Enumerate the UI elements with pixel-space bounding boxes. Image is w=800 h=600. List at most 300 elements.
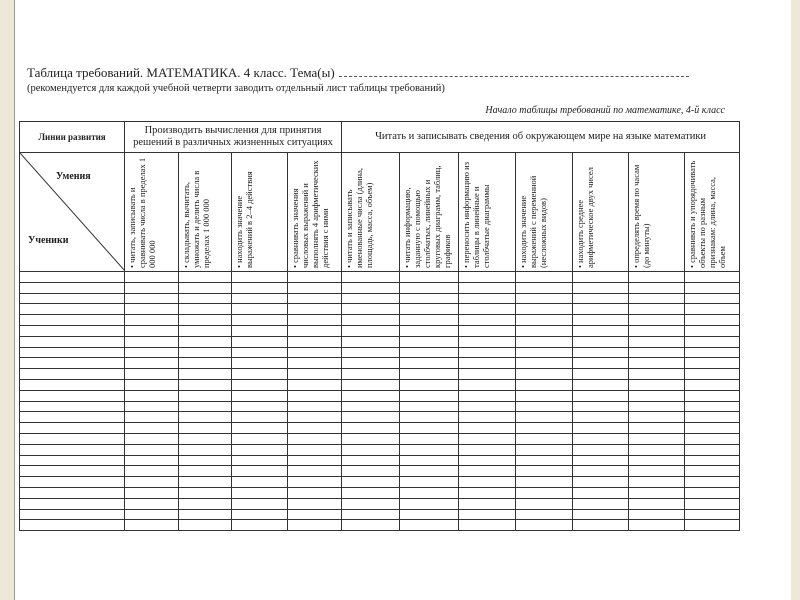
grade-cell[interactable] <box>179 369 232 380</box>
grade-cell[interactable] <box>342 282 400 293</box>
grade-cell[interactable] <box>459 433 516 444</box>
grade-cell[interactable] <box>685 455 740 466</box>
grade-cell[interactable] <box>400 347 459 358</box>
grade-cell[interactable] <box>629 520 685 531</box>
student-row <box>20 358 740 369</box>
grade-cell[interactable] <box>400 487 459 498</box>
student-row <box>20 390 740 401</box>
document-title <box>27 65 689 81</box>
grade-cell[interactable] <box>179 401 232 412</box>
grade-cell[interactable] <box>573 477 629 488</box>
grade-cell[interactable] <box>629 347 685 358</box>
grade-cell[interactable] <box>573 455 629 466</box>
grade-cell[interactable] <box>179 466 232 477</box>
grade-cell[interactable] <box>232 272 288 283</box>
grade-cell[interactable] <box>573 293 629 304</box>
grade-cell[interactable] <box>342 358 400 369</box>
grade-cell[interactable] <box>125 315 179 326</box>
grade-cell[interactable] <box>179 390 232 401</box>
grade-cell[interactable] <box>685 293 740 304</box>
grade-cell[interactable] <box>573 466 629 477</box>
student-name-cell[interactable] <box>20 477 125 488</box>
grade-cell[interactable] <box>179 272 232 283</box>
grade-cell[interactable] <box>685 304 740 315</box>
grade-cell[interactable] <box>179 315 232 326</box>
student-name-cell[interactable] <box>20 444 125 455</box>
grade-cell[interactable] <box>459 509 516 520</box>
grade-cell[interactable] <box>232 336 288 347</box>
grade-cell[interactable] <box>232 477 288 488</box>
grade-cell[interactable] <box>459 390 516 401</box>
grade-cell[interactable] <box>342 412 400 423</box>
grade-cell[interactable] <box>629 423 685 434</box>
grade-cell[interactable] <box>516 272 573 283</box>
grade-cell[interactable] <box>179 336 232 347</box>
grade-cell[interactable] <box>342 315 400 326</box>
grade-cell[interactable] <box>516 336 573 347</box>
grade-cell[interactable] <box>573 315 629 326</box>
grade-cell[interactable] <box>573 433 629 444</box>
grade-cell[interactable] <box>573 498 629 509</box>
grade-cell[interactable] <box>125 347 179 358</box>
grade-cell[interactable] <box>232 304 288 315</box>
grade-cell[interactable] <box>400 444 459 455</box>
grade-cell[interactable] <box>685 272 740 283</box>
grade-cell[interactable] <box>288 412 342 423</box>
grade-cell[interactable] <box>459 487 516 498</box>
grade-cell[interactable] <box>232 498 288 509</box>
grade-cell[interactable] <box>288 358 342 369</box>
grade-cell[interactable] <box>232 412 288 423</box>
grade-cell[interactable] <box>573 325 629 336</box>
grade-cell[interactable] <box>459 520 516 531</box>
grade-cell[interactable] <box>232 390 288 401</box>
grade-cell[interactable] <box>400 466 459 477</box>
student-name-cell[interactable] <box>20 401 125 412</box>
grade-cell[interactable] <box>685 369 740 380</box>
grade-cell[interactable] <box>125 293 179 304</box>
grade-cell[interactable] <box>179 433 232 444</box>
grade-cell[interactable] <box>288 379 342 390</box>
grade-cell[interactable] <box>125 433 179 444</box>
grade-cell[interactable] <box>179 282 232 293</box>
grade-cell[interactable] <box>459 477 516 488</box>
grade-cell[interactable] <box>342 369 400 380</box>
grade-cell[interactable] <box>459 315 516 326</box>
student-name-cell[interactable] <box>20 423 125 434</box>
grade-cell[interactable] <box>288 293 342 304</box>
grade-cell[interactable] <box>516 304 573 315</box>
student-name-cell[interactable] <box>20 498 125 509</box>
grade-cell[interactable] <box>516 444 573 455</box>
grade-cell[interactable] <box>459 401 516 412</box>
grade-cell[interactable] <box>685 498 740 509</box>
grade-cell[interactable] <box>685 520 740 531</box>
grade-cell[interactable] <box>232 293 288 304</box>
grade-cell[interactable] <box>342 347 400 358</box>
grade-cell[interactable] <box>232 433 288 444</box>
grade-cell[interactable] <box>685 358 740 369</box>
grade-cell[interactable] <box>400 520 459 531</box>
grade-cell[interactable] <box>516 315 573 326</box>
grade-cell[interactable] <box>573 282 629 293</box>
grade-cell[interactable] <box>516 325 573 336</box>
grade-cell[interactable] <box>573 369 629 380</box>
grade-cell[interactable] <box>400 401 459 412</box>
grade-cell[interactable] <box>342 477 400 488</box>
grade-cell[interactable] <box>400 477 459 488</box>
grade-cell[interactable] <box>459 455 516 466</box>
grade-cell[interactable] <box>400 423 459 434</box>
student-name-cell[interactable] <box>20 358 125 369</box>
student-name-cell[interactable] <box>20 347 125 358</box>
grade-cell[interactable] <box>459 379 516 390</box>
grade-cell[interactable] <box>516 293 573 304</box>
grade-cell[interactable] <box>400 358 459 369</box>
grade-cell[interactable] <box>288 304 342 315</box>
grade-cell[interactable] <box>573 304 629 315</box>
grade-cell[interactable] <box>629 401 685 412</box>
grade-cell[interactable] <box>125 423 179 434</box>
student-name-cell[interactable] <box>20 293 125 304</box>
grade-cell[interactable] <box>288 390 342 401</box>
grade-cell[interactable] <box>288 369 342 380</box>
grade-cell[interactable] <box>629 358 685 369</box>
grade-cell[interactable] <box>629 325 685 336</box>
grade-cell[interactable] <box>516 509 573 520</box>
grade-cell[interactable] <box>125 520 179 531</box>
grade-cell[interactable] <box>459 282 516 293</box>
grade-cell[interactable] <box>342 423 400 434</box>
student-name-cell[interactable] <box>20 336 125 347</box>
grade-cell[interactable] <box>400 369 459 380</box>
grade-cell[interactable] <box>179 379 232 390</box>
grade-cell[interactable] <box>232 379 288 390</box>
grade-cell[interactable] <box>125 304 179 315</box>
grade-cell[interactable] <box>179 412 232 423</box>
student-name-cell[interactable] <box>20 509 125 520</box>
grade-cell[interactable] <box>232 487 288 498</box>
grade-cell[interactable] <box>125 325 179 336</box>
student-row <box>20 325 740 336</box>
grade-cell[interactable] <box>288 282 342 293</box>
grade-cell[interactable] <box>342 401 400 412</box>
grade-cell[interactable] <box>400 412 459 423</box>
grade-cell[interactable] <box>573 444 629 455</box>
grade-cell[interactable] <box>573 347 629 358</box>
grade-cell[interactable] <box>400 272 459 283</box>
diagonal-header-cell <box>20 153 125 272</box>
grade-cell[interactable] <box>179 520 232 531</box>
grade-cell[interactable] <box>125 466 179 477</box>
student-name-cell[interactable] <box>20 325 125 336</box>
grade-cell[interactable] <box>629 412 685 423</box>
grade-cell[interactable] <box>288 520 342 531</box>
grade-cell[interactable] <box>685 325 740 336</box>
grade-cell[interactable] <box>179 304 232 315</box>
grade-cell[interactable] <box>179 509 232 520</box>
grade-cell[interactable] <box>459 304 516 315</box>
grade-cell[interactable] <box>629 315 685 326</box>
grade-cell[interactable] <box>573 358 629 369</box>
grade-cell[interactable] <box>342 466 400 477</box>
grade-cell[interactable] <box>232 444 288 455</box>
grade-cell[interactable] <box>516 477 573 488</box>
student-name-cell[interactable] <box>20 282 125 293</box>
grade-cell[interactable] <box>232 347 288 358</box>
grade-cell[interactable] <box>342 379 400 390</box>
grade-cell[interactable] <box>685 433 740 444</box>
grade-cell[interactable] <box>573 423 629 434</box>
grade-cell[interactable] <box>288 423 342 434</box>
grade-cell[interactable] <box>288 466 342 477</box>
grade-cell[interactable] <box>573 520 629 531</box>
grade-cell[interactable] <box>342 498 400 509</box>
student-name-cell[interactable] <box>20 412 125 423</box>
grade-cell[interactable] <box>685 412 740 423</box>
student-name-cell[interactable] <box>20 390 125 401</box>
student-name-cell[interactable] <box>20 369 125 380</box>
student-name-cell[interactable] <box>20 433 125 444</box>
grade-cell[interactable] <box>288 487 342 498</box>
grade-cell[interactable] <box>288 347 342 358</box>
grade-cell[interactable] <box>629 369 685 380</box>
grade-cell[interactable] <box>179 498 232 509</box>
student-name-cell[interactable] <box>20 315 125 326</box>
grade-cell[interactable] <box>459 498 516 509</box>
grade-cell[interactable] <box>629 509 685 520</box>
grade-cell[interactable] <box>629 379 685 390</box>
grade-cell[interactable] <box>232 315 288 326</box>
grade-cell[interactable] <box>125 379 179 390</box>
grade-cell[interactable] <box>685 347 740 358</box>
grade-cell[interactable] <box>342 444 400 455</box>
grade-cell[interactable] <box>125 487 179 498</box>
grade-cell[interactable] <box>400 282 459 293</box>
grade-cell[interactable] <box>125 272 179 283</box>
grade-cell[interactable] <box>400 304 459 315</box>
grade-cell[interactable] <box>629 444 685 455</box>
grade-cell[interactable] <box>232 325 288 336</box>
grade-cell[interactable] <box>125 498 179 509</box>
grade-cell[interactable] <box>125 358 179 369</box>
grade-cell[interactable] <box>288 315 342 326</box>
grade-cell[interactable] <box>573 487 629 498</box>
grade-cell[interactable] <box>342 293 400 304</box>
grade-cell[interactable] <box>179 444 232 455</box>
grade-cell[interactable] <box>629 390 685 401</box>
student-row <box>20 282 740 293</box>
grade-cell[interactable] <box>288 433 342 444</box>
grade-cell[interactable] <box>516 498 573 509</box>
grade-cell[interactable] <box>179 347 232 358</box>
grade-cell[interactable] <box>232 455 288 466</box>
grade-cell[interactable] <box>685 401 740 412</box>
grade-cell[interactable] <box>342 509 400 520</box>
grade-cell[interactable] <box>125 401 179 412</box>
grade-cell[interactable] <box>459 358 516 369</box>
student-name-cell[interactable] <box>20 466 125 477</box>
student-name-cell[interactable] <box>20 455 125 466</box>
grade-cell[interactable] <box>629 466 685 477</box>
grade-cell[interactable] <box>685 390 740 401</box>
grade-cell[interactable] <box>179 477 232 488</box>
grade-cell[interactable] <box>125 509 179 520</box>
grade-cell[interactable] <box>232 520 288 531</box>
grade-cell[interactable] <box>516 401 573 412</box>
grade-cell[interactable] <box>342 520 400 531</box>
grade-cell[interactable] <box>685 315 740 326</box>
grade-cell[interactable] <box>232 423 288 434</box>
grade-cell[interactable] <box>232 358 288 369</box>
grade-cell[interactable] <box>685 444 740 455</box>
grade-cell[interactable] <box>342 433 400 444</box>
grade-cell[interactable] <box>400 293 459 304</box>
grade-cell[interactable] <box>516 347 573 358</box>
grade-cell[interactable] <box>516 390 573 401</box>
grade-cell[interactable] <box>125 369 179 380</box>
grade-cell[interactable] <box>629 477 685 488</box>
grade-cell[interactable] <box>232 509 288 520</box>
grade-cell[interactable] <box>288 509 342 520</box>
grade-cell[interactable] <box>516 466 573 477</box>
grade-cell[interactable] <box>573 272 629 283</box>
student-name-cell[interactable] <box>20 272 125 283</box>
grade-cell[interactable] <box>232 282 288 293</box>
grade-cell[interactable] <box>400 455 459 466</box>
grade-cell[interactable] <box>685 282 740 293</box>
grade-cell[interactable] <box>629 336 685 347</box>
grade-cell[interactable] <box>125 412 179 423</box>
grade-cell[interactable] <box>459 466 516 477</box>
grade-cell[interactable] <box>125 390 179 401</box>
grade-cell[interactable] <box>685 379 740 390</box>
grade-cell[interactable] <box>288 401 342 412</box>
grade-cell[interactable] <box>685 477 740 488</box>
grade-cell[interactable] <box>459 444 516 455</box>
grade-cell[interactable] <box>573 401 629 412</box>
grade-cell[interactable] <box>685 487 740 498</box>
grade-cell[interactable] <box>459 293 516 304</box>
grade-cell[interactable] <box>125 282 179 293</box>
grade-cell[interactable] <box>516 412 573 423</box>
grade-cell[interactable] <box>516 433 573 444</box>
grade-cell[interactable] <box>400 433 459 444</box>
grade-cell[interactable] <box>125 444 179 455</box>
grade-cell[interactable] <box>516 282 573 293</box>
grade-cell[interactable] <box>125 477 179 488</box>
grade-cell[interactable] <box>516 379 573 390</box>
grade-cell[interactable] <box>400 315 459 326</box>
grade-cell[interactable] <box>516 423 573 434</box>
grade-cell[interactable] <box>232 466 288 477</box>
grade-cell[interactable] <box>573 509 629 520</box>
grade-cell[interactable] <box>629 487 685 498</box>
grade-cell[interactable] <box>288 325 342 336</box>
grade-cell[interactable] <box>232 369 288 380</box>
grade-cell[interactable] <box>288 498 342 509</box>
grade-cell[interactable] <box>288 477 342 488</box>
grade-cell[interactable] <box>342 272 400 283</box>
grade-cell[interactable] <box>400 390 459 401</box>
grade-cell[interactable] <box>342 390 400 401</box>
student-name-cell[interactable] <box>20 304 125 315</box>
skill-text: • находить значение выражений в 2–4 действия <box>234 171 254 268</box>
grade-cell[interactable] <box>179 325 232 336</box>
grade-cell[interactable] <box>516 520 573 531</box>
grade-cell[interactable] <box>400 336 459 347</box>
grade-cell[interactable] <box>232 401 288 412</box>
grade-cell[interactable] <box>629 282 685 293</box>
grade-cell[interactable] <box>342 455 400 466</box>
grade-cell[interactable] <box>179 423 232 434</box>
grade-cell[interactable] <box>342 325 400 336</box>
skill-cell <box>232 153 288 272</box>
skill-cell <box>459 153 516 272</box>
grade-cell[interactable] <box>629 433 685 444</box>
student-row <box>20 498 740 509</box>
grade-cell[interactable] <box>685 509 740 520</box>
grade-cell[interactable] <box>685 423 740 434</box>
grade-cell[interactable] <box>573 412 629 423</box>
grade-cell[interactable] <box>400 509 459 520</box>
grade-cell[interactable] <box>342 304 400 315</box>
grade-cell[interactable] <box>459 336 516 347</box>
grade-cell[interactable] <box>400 498 459 509</box>
grade-cell[interactable] <box>288 272 342 283</box>
student-name-cell[interactable] <box>20 379 125 390</box>
grade-cell[interactable] <box>459 347 516 358</box>
grade-cell[interactable] <box>516 358 573 369</box>
grade-cell[interactable] <box>685 466 740 477</box>
grade-cell[interactable] <box>179 358 232 369</box>
group-header: Читать и записывать сведения об окружающем мире на языке математики <box>342 122 740 153</box>
grade-cell[interactable] <box>516 369 573 380</box>
grade-cell[interactable] <box>459 369 516 380</box>
grade-cell[interactable] <box>179 487 232 498</box>
grade-cell[interactable] <box>125 336 179 347</box>
grade-cell[interactable] <box>288 444 342 455</box>
grade-cell[interactable] <box>573 336 629 347</box>
grade-cell[interactable] <box>459 412 516 423</box>
grade-cell[interactable] <box>125 455 179 466</box>
skill-text: • находить значение выражений с переменной (несложных видов) <box>518 175 549 268</box>
grade-cell[interactable] <box>629 272 685 283</box>
grade-cell[interactable] <box>573 379 629 390</box>
grade-cell[interactable] <box>629 304 685 315</box>
grade-cell[interactable] <box>629 293 685 304</box>
student-name-cell[interactable] <box>20 487 125 498</box>
grade-cell[interactable] <box>573 390 629 401</box>
grade-cell[interactable] <box>685 336 740 347</box>
grade-cell[interactable] <box>179 293 232 304</box>
grade-cell[interactable] <box>459 423 516 434</box>
grade-cell[interactable] <box>342 336 400 347</box>
grade-cell[interactable] <box>629 455 685 466</box>
grade-cell[interactable] <box>629 498 685 509</box>
grade-cell[interactable] <box>342 487 400 498</box>
grade-cell[interactable] <box>459 325 516 336</box>
grade-cell[interactable] <box>516 455 573 466</box>
grade-cell[interactable] <box>288 336 342 347</box>
student-name-cell[interactable] <box>20 520 125 531</box>
grade-cell[interactable] <box>400 325 459 336</box>
grade-cell[interactable] <box>516 487 573 498</box>
grade-cell[interactable] <box>400 379 459 390</box>
grade-cell[interactable] <box>288 455 342 466</box>
grade-cell[interactable] <box>179 455 232 466</box>
grade-cell[interactable] <box>459 272 516 283</box>
